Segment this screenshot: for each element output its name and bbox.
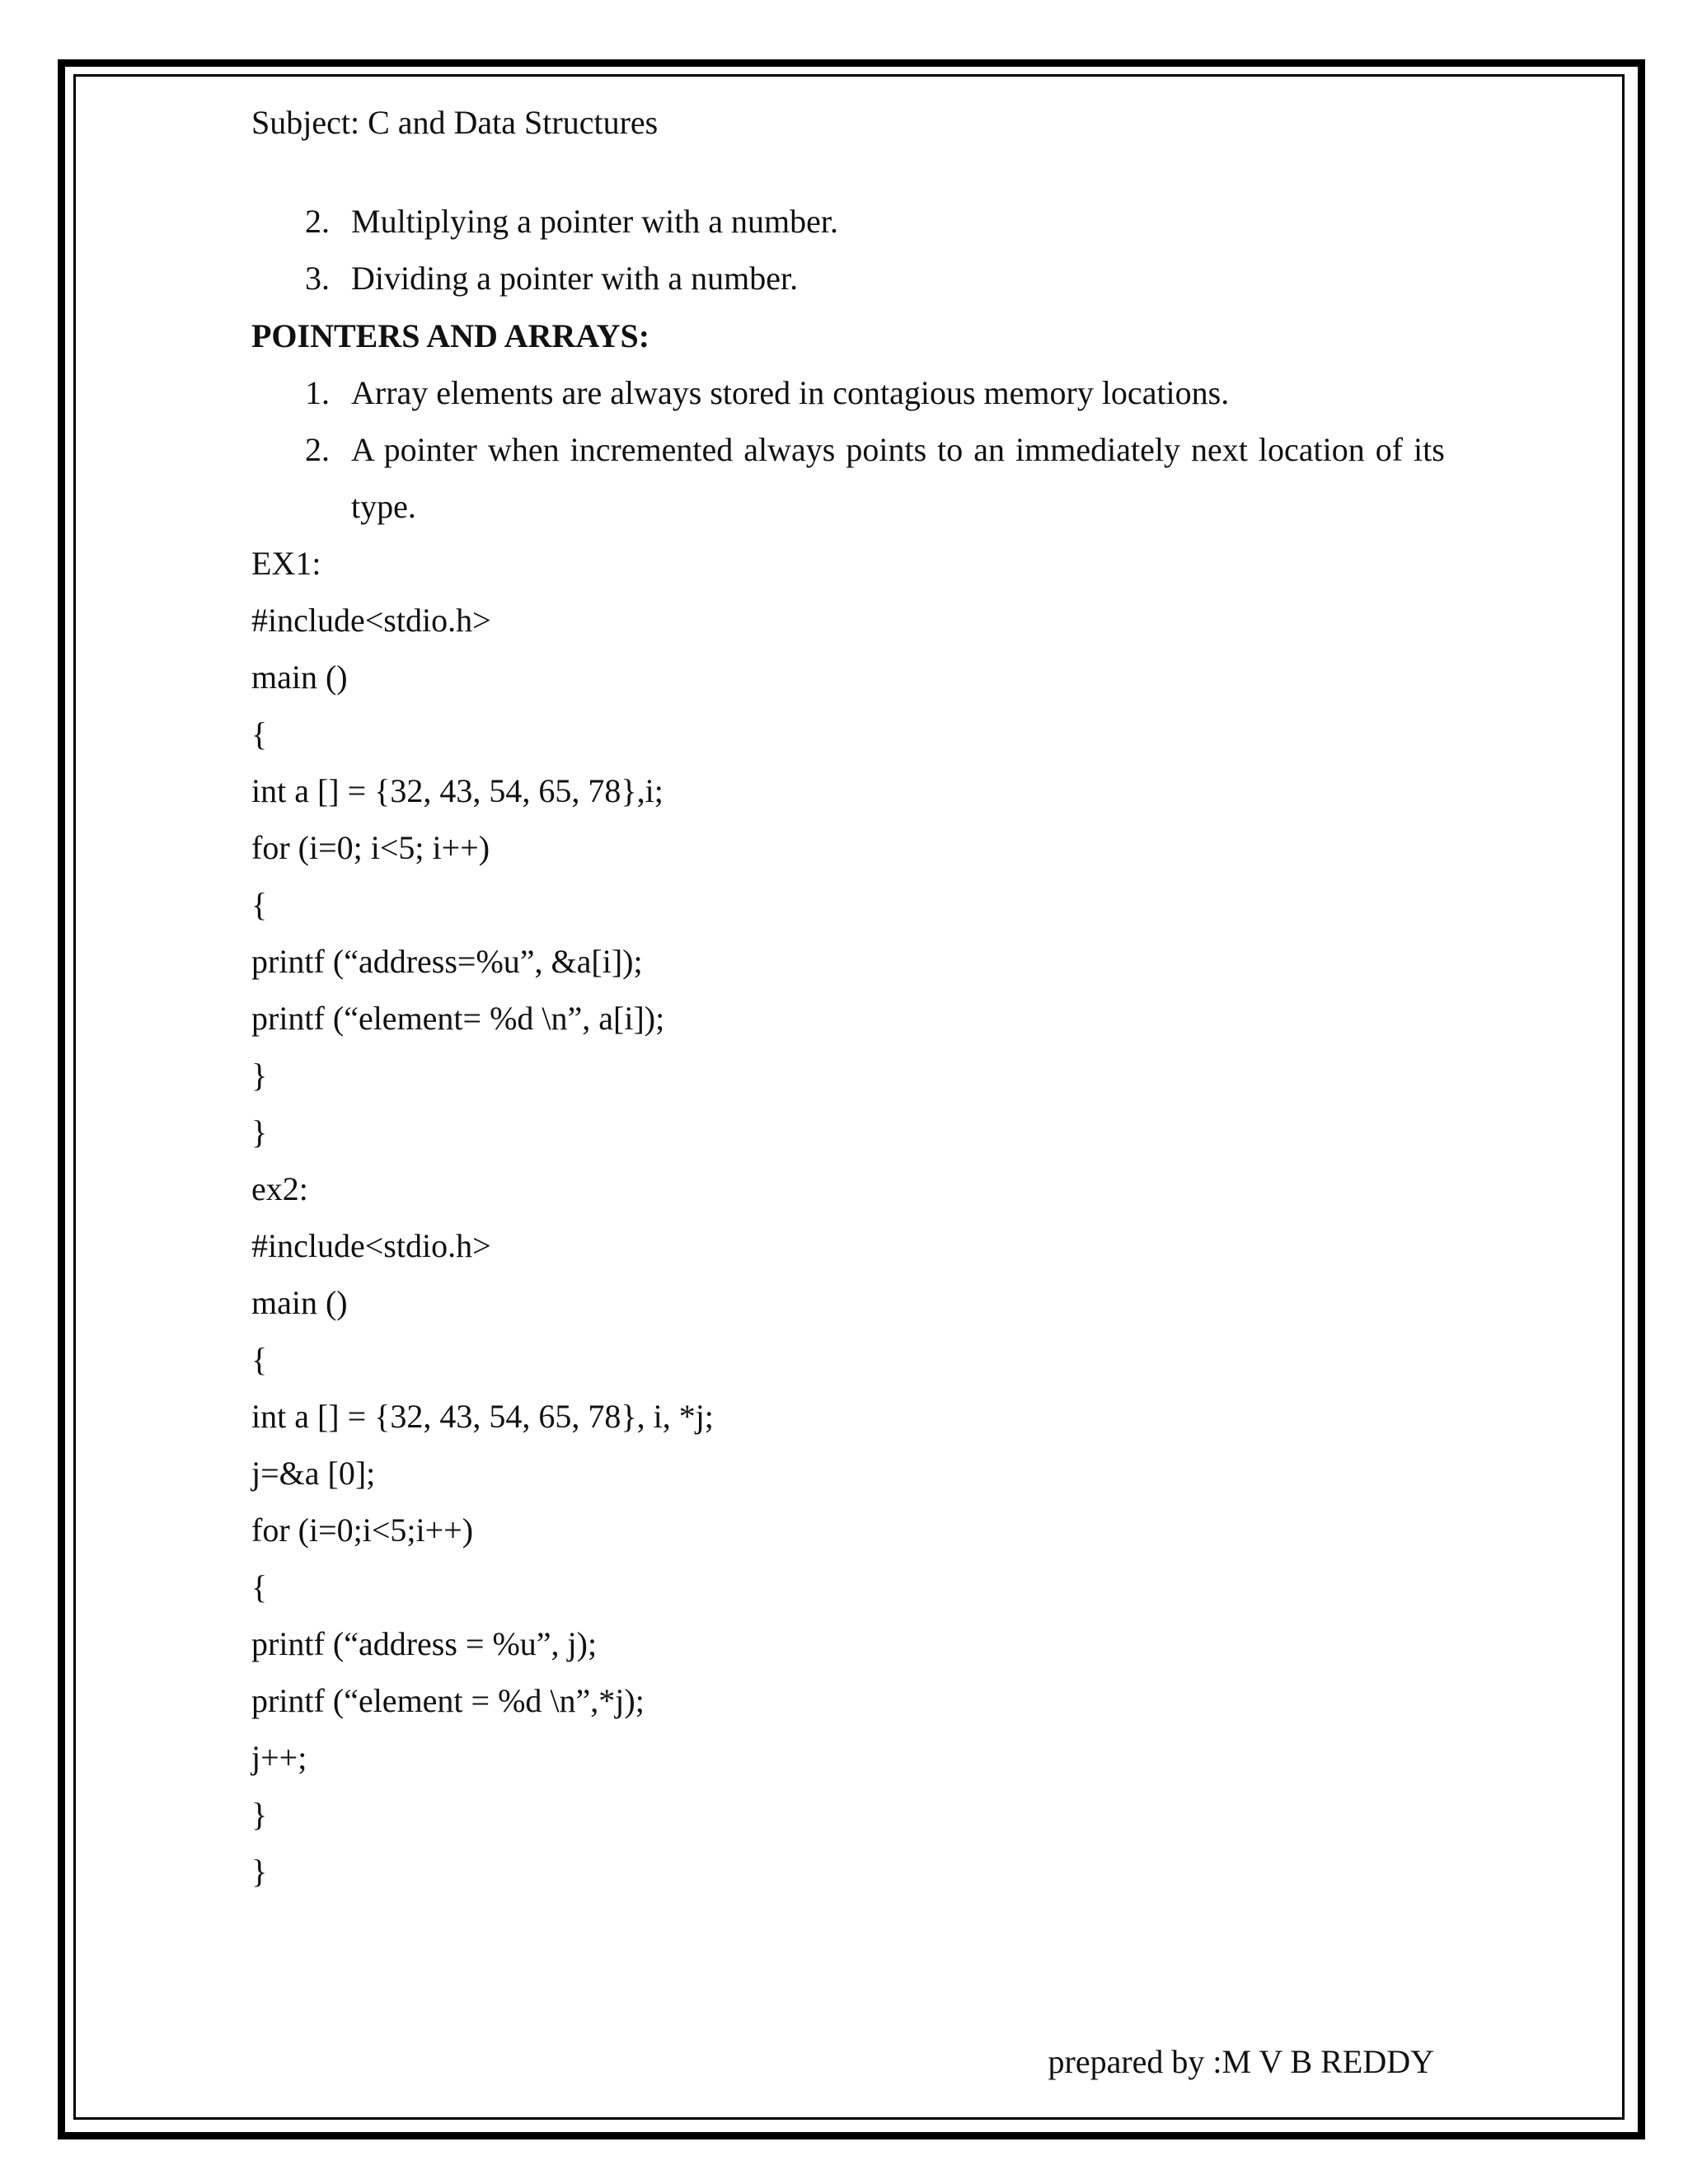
code-line: } xyxy=(251,1853,268,1890)
code-line: #include<stdio.h> xyxy=(251,602,491,639)
code-line: { xyxy=(251,1341,268,1378)
code-line: #include<stdio.h> xyxy=(251,1227,491,1264)
code-line: } xyxy=(251,1796,268,1833)
list-number: 2. xyxy=(305,203,330,240)
list-item: Multiplying a pointer with a number. xyxy=(351,203,839,240)
section-heading: POINTERS AND ARRAYS: xyxy=(251,317,650,354)
example-label: ex2: xyxy=(251,1170,308,1207)
code-line: main () xyxy=(251,658,348,696)
code-line: for (i=0;i<5;i++) xyxy=(251,1511,474,1549)
prepared-by-footer: prepared by :M V B REDDY xyxy=(1048,2043,1434,2080)
code-line: int a [] = {32, 43, 54, 65, 78},i; xyxy=(251,772,663,809)
code-line: { xyxy=(251,1568,268,1605)
code-line: } xyxy=(251,1057,268,1094)
code-line: j++; xyxy=(251,1739,307,1776)
example-label: EX1: xyxy=(251,545,321,582)
list-item: Dividing a pointer with a number. xyxy=(351,260,799,297)
code-line: int a [] = {32, 43, 54, 65, 78}, i, *j; xyxy=(251,1398,714,1435)
list-item-continuation: type. xyxy=(351,488,416,525)
code-line: printf (“element = %d \n”,*j); xyxy=(251,1682,645,1719)
code-line: { xyxy=(251,715,268,752)
list-number: 2. xyxy=(305,431,330,468)
code-line: } xyxy=(251,1113,268,1151)
code-line: j=&a [0]; xyxy=(251,1455,376,1492)
subject-header: Subject: C and Data Structures xyxy=(251,104,659,141)
list-item: Array elements are always stored in contagious memory locations. xyxy=(351,374,1230,411)
code-line: printf (“address = %u”, j); xyxy=(251,1625,598,1662)
code-line: { xyxy=(251,886,268,923)
code-line: main () xyxy=(251,1284,348,1321)
code-line: printf (“element= %d \n”, a[i]); xyxy=(251,1000,665,1037)
list-number: 3. xyxy=(305,260,330,297)
list-item: A pointer when incremented always points to an immediately next location of its xyxy=(351,431,1445,468)
code-line: for (i=0; i<5; i++) xyxy=(251,829,490,866)
code-line: printf (“address=%u”, &a[i]); xyxy=(251,943,643,980)
list-number: 1. xyxy=(305,374,330,411)
